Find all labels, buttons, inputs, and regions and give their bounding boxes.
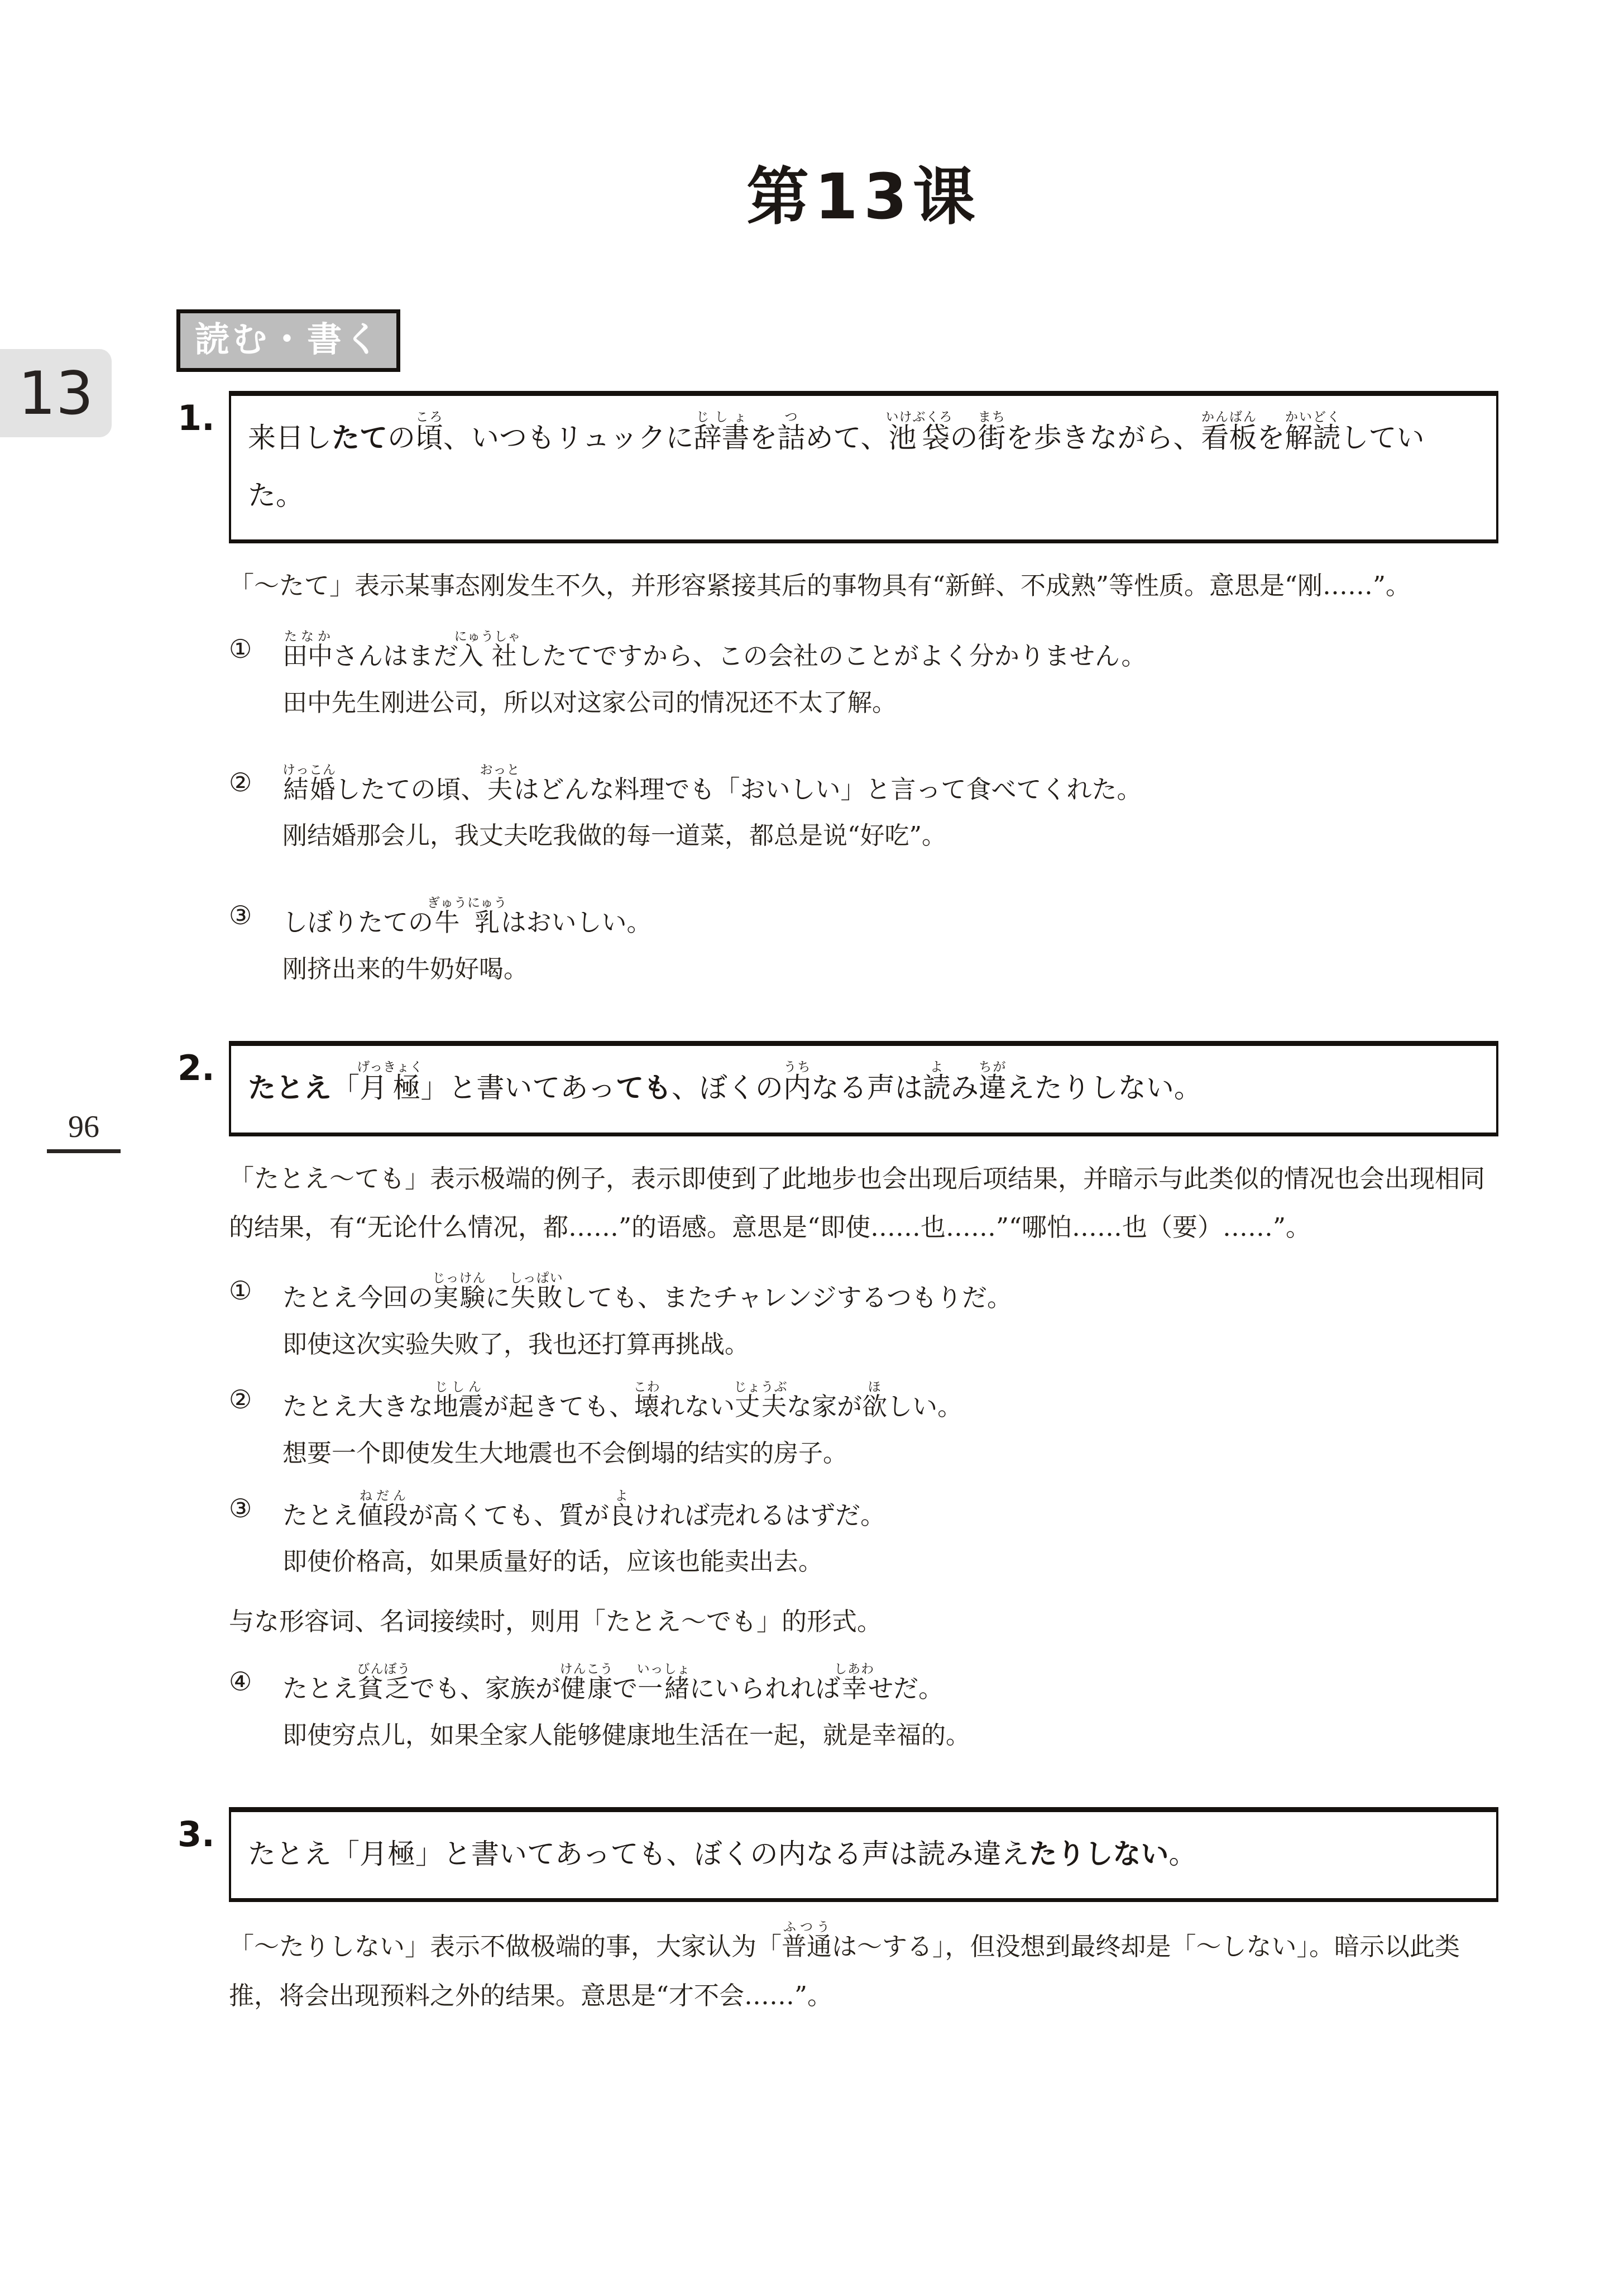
- chinese-translation: 刚结婚那会儿，我丈夫吃我做的每一道菜，都总是说“好吃”。: [282, 821, 946, 850]
- chapter-tab: [0, 349, 112, 437]
- text-run: ても: [615, 1072, 672, 1104]
- ruby-word: 詰つ: [777, 410, 806, 454]
- ruby-word: 解読かいどく: [1285, 410, 1341, 454]
- ruby-word: 実験じっけん: [432, 1271, 486, 1312]
- text-run: 、ぼくの: [671, 1072, 783, 1104]
- furigana: ころ: [415, 410, 443, 424]
- furigana: げっきょく: [357, 1060, 424, 1074]
- text-run: はどんな料理でも「おいしい」と言って食べてくれた。: [514, 774, 1142, 804]
- read-write-badge: 読む・書く: [176, 309, 400, 372]
- chinese-translation: 即使价格高，如果质量好的话，应该也能卖出去。: [282, 1547, 823, 1576]
- text-run: に: [485, 1283, 511, 1312]
- grammar-section-1: [178, 391, 1498, 988]
- example-japanese: [229, 629, 1498, 676]
- text-run: しても、またチャレンジするつもりだ。: [562, 1283, 1013, 1312]
- text-run: の: [950, 422, 978, 454]
- chinese-translation: 刚挤出来的牛奶好喝。: [282, 955, 528, 983]
- key-sentence-box: [229, 1041, 1498, 1136]
- example-japanese: [229, 1271, 1498, 1317]
- furigana: ふつう: [782, 1920, 832, 1935]
- grammar-explanation: [229, 1920, 1498, 2020]
- chinese-translation: 田中先生刚进公司，所以对这家公司的情况还不太了解。: [282, 688, 897, 717]
- text-run: さんはまだ: [333, 641, 459, 671]
- ruby-word: 壊こわ: [633, 1379, 660, 1421]
- usage-note: [229, 1597, 1498, 1646]
- furigana: びんぼう: [357, 1662, 411, 1676]
- furigana: にゅうしゃ: [454, 629, 521, 644]
- furigana: いっしょ: [636, 1662, 691, 1676]
- furigana: ぎゅうにゅう: [427, 896, 507, 911]
- example-item: [229, 1380, 1498, 1472]
- text-run: 来日し: [248, 422, 332, 454]
- text-run: たとえ: [248, 1072, 332, 1104]
- furigana: けんこう: [559, 1662, 614, 1676]
- section-head: [178, 1041, 1498, 1136]
- grammar-explanation: [229, 1154, 1498, 1253]
- furigana: しあわ: [834, 1662, 875, 1676]
- example-item: [229, 1489, 1498, 1581]
- furigana: じっけん: [432, 1271, 486, 1286]
- ruby-word: 夫おっと: [480, 762, 520, 804]
- text-run: したてですから、この会社のことがよく分かりません。: [516, 641, 1147, 671]
- ruby-word: 健康けんこう: [559, 1662, 614, 1703]
- example-japanese: [229, 896, 1498, 942]
- furigana: ほ: [862, 1379, 888, 1394]
- furigana: かいどく: [1285, 410, 1341, 424]
- text-run: な家が: [787, 1391, 863, 1421]
- japanese-sentence: [282, 1662, 1498, 1708]
- text-run: しぼりたての: [282, 907, 434, 938]
- example-japanese: [229, 763, 1498, 809]
- furigana: よ: [609, 1488, 635, 1503]
- ruby-word: 牛乳ぎゅうにゅう: [427, 896, 507, 938]
- text-run: 。: [1168, 1837, 1197, 1870]
- ruby-word: 内うち: [783, 1060, 811, 1104]
- text-run: を歩きながら、: [1005, 422, 1201, 454]
- text-run: を: [749, 422, 778, 454]
- text-run: 与な形容词、名词接续时，则用「たとえ～でも」的形式。: [229, 1607, 883, 1637]
- text-run: が高くても、質が: [408, 1500, 610, 1530]
- text-run: ければ売れるはずだ。: [634, 1500, 886, 1530]
- ruby-word: 地震じしん: [433, 1379, 484, 1421]
- example-japanese: [229, 1662, 1498, 1708]
- furigana: おっと: [480, 762, 520, 777]
- example-number: ②: [229, 767, 252, 797]
- text-run: はおいしい。: [501, 907, 652, 938]
- ruby-word: 街まち: [978, 410, 1006, 454]
- furigana: じしん: [433, 1379, 484, 1394]
- example-number: ④: [229, 1666, 252, 1697]
- ruby-word: 入社にゅうしゃ: [454, 629, 521, 671]
- text-run: 」と書いてあっ: [420, 1072, 616, 1104]
- page-number: 96: [47, 1109, 121, 1153]
- ruby-word: 結婚けっこん: [282, 762, 336, 804]
- text-run: は～する」，但没想到最终却是「～しない」。暗示以此类推，将会出现预料之外的结果。意思是“才不会……”。: [229, 1932, 1460, 2010]
- japanese-sentence: [282, 1380, 1498, 1426]
- ruby-word: 月極げっきょく: [357, 1060, 424, 1104]
- example-number: ③: [229, 900, 252, 931]
- example-item: [229, 896, 1498, 988]
- ruby-word: 読よ: [922, 1060, 951, 1104]
- ruby-word: 丈夫じょうぶ: [734, 1379, 788, 1421]
- furigana: ちが: [978, 1060, 1007, 1074]
- text-run: を: [1257, 422, 1285, 454]
- chinese-translation: 即使这次实验失败了，我也还打算再挑战。: [282, 1330, 749, 1359]
- japanese-sentence: [282, 896, 1498, 942]
- grammar-explanation: [229, 561, 1498, 610]
- grammar-section-2: [178, 1041, 1498, 1754]
- text-run: したての頃、: [335, 774, 486, 804]
- ruby-word: 違ちが: [978, 1060, 1007, 1104]
- furigana: じしょ: [693, 410, 750, 424]
- example-item: [229, 1662, 1498, 1754]
- furigana: ねだん: [358, 1488, 409, 1503]
- furigana: たなか: [282, 629, 333, 644]
- section-number: 1.: [178, 398, 215, 438]
- ruby-word: 田中たなか: [282, 629, 333, 671]
- sections-container: [178, 391, 1498, 2073]
- grammar-section-3: [178, 1807, 1498, 2020]
- example-number: ①: [229, 633, 252, 664]
- japanese-sentence: [282, 763, 1498, 809]
- key-sentence-box: [229, 391, 1498, 543]
- furigana: しっぱい: [509, 1271, 563, 1286]
- example-japanese: [229, 1489, 1498, 1535]
- text-run: で: [612, 1674, 638, 1703]
- furigana: こわ: [633, 1379, 660, 1394]
- example-item: [229, 1271, 1498, 1363]
- japanese-sentence: [282, 1271, 1498, 1317]
- example-number: ②: [229, 1384, 252, 1415]
- ruby-word: 辞書じしょ: [693, 410, 750, 454]
- text-run: が起きても、: [483, 1391, 635, 1421]
- furigana: けっこん: [282, 762, 336, 777]
- furigana: まち: [978, 410, 1006, 424]
- ruby-word: 頃ころ: [415, 410, 443, 454]
- furigana: うち: [783, 1060, 811, 1074]
- ruby-word: 普通ふつう: [782, 1920, 832, 1962]
- example-japanese: [229, 1380, 1498, 1426]
- text-run: れない: [659, 1391, 735, 1421]
- example-number: ③: [229, 1493, 252, 1523]
- japanese-sentence: [282, 629, 1498, 676]
- text-run: たとえ大きな: [282, 1391, 434, 1421]
- ruby-word: 幸しあわ: [834, 1662, 875, 1703]
- section-head: [178, 391, 1498, 543]
- text-run: の: [387, 422, 415, 454]
- ruby-word: 一緒いっしょ: [636, 1662, 691, 1703]
- section-number: 2.: [178, 1048, 215, 1088]
- ruby-word: 良よ: [609, 1488, 635, 1530]
- text-run: しい。: [887, 1391, 963, 1421]
- example-item: [229, 629, 1498, 721]
- text-run: 、いつもリュックに: [443, 422, 694, 454]
- text-run: たりしない: [1029, 1837, 1169, 1870]
- chinese-translation: 想要一个即使发生大地震也不会倒塌的结实的房子。: [282, 1439, 847, 1468]
- furigana: かんばん: [1201, 410, 1257, 424]
- furigana: つ: [777, 410, 806, 424]
- section-head: [178, 1807, 1498, 1903]
- furigana: よ: [922, 1060, 951, 1074]
- japanese-sentence: [282, 1489, 1498, 1535]
- text-run: えたりしない。: [1006, 1072, 1202, 1104]
- text-run: たとえ「月極」と書いてあっても、ぼくの内なる声は読み違え: [248, 1837, 1029, 1870]
- text-run: み: [950, 1072, 979, 1104]
- text-run: にいられれば: [689, 1674, 841, 1703]
- text-run: たとえ今回の: [282, 1283, 434, 1312]
- text-run: せだ。: [868, 1674, 944, 1703]
- text-run: 「たとえ～ても」表示极端的例子，表示即使到了此地步也会出现后项结果，并暗示与此类似的情况也会出现相同的结果，有“无论什么情况，都……”的语感。意思是“即使……也……”“哪怕……也（要）……”。: [229, 1163, 1486, 1243]
- ruby-word: 貧乏びんぼう: [357, 1662, 411, 1703]
- page-title: 第13课: [746, 161, 981, 233]
- text-run: たとえ: [282, 1500, 358, 1530]
- chinese-translation: 即使穷点儿，如果全家人能够健康地生活在一起，就是幸福的。: [282, 1721, 970, 1750]
- example-number: ①: [229, 1275, 252, 1306]
- chapter-tab-number: 13: [18, 359, 94, 428]
- key-sentence-box: [229, 1807, 1498, 1903]
- text-run: なる声は: [811, 1072, 923, 1104]
- text-run: めて、: [805, 422, 889, 454]
- text-run: たて: [332, 422, 387, 454]
- text-run: 「～たりしない」表示不做极端的事，大家认为「: [229, 1932, 782, 1962]
- furigana: じょうぶ: [734, 1379, 788, 1394]
- ruby-word: 看板かんばん: [1201, 410, 1257, 454]
- text-run: 「: [332, 1072, 360, 1104]
- text-run: 「～たて」表示某事态刚发生不久，并形容紧接其后的事物具有“新鲜、不成熟”等性质。意思是“刚……”。: [229, 571, 1411, 600]
- ruby-word: 欲ほ: [862, 1379, 888, 1421]
- ruby-word: 失敗しっぱい: [509, 1271, 563, 1312]
- text-run: でも、家族が: [410, 1674, 561, 1703]
- furigana: いけぶくろ: [885, 410, 953, 424]
- text-run: たとえ: [282, 1674, 358, 1703]
- text-run: していた。: [248, 422, 1425, 512]
- section-number: 3.: [178, 1813, 215, 1855]
- example-item: [229, 763, 1498, 855]
- ruby-word: 値段ねだん: [358, 1488, 409, 1530]
- ruby-word: 池袋いけぶくろ: [885, 410, 953, 454]
